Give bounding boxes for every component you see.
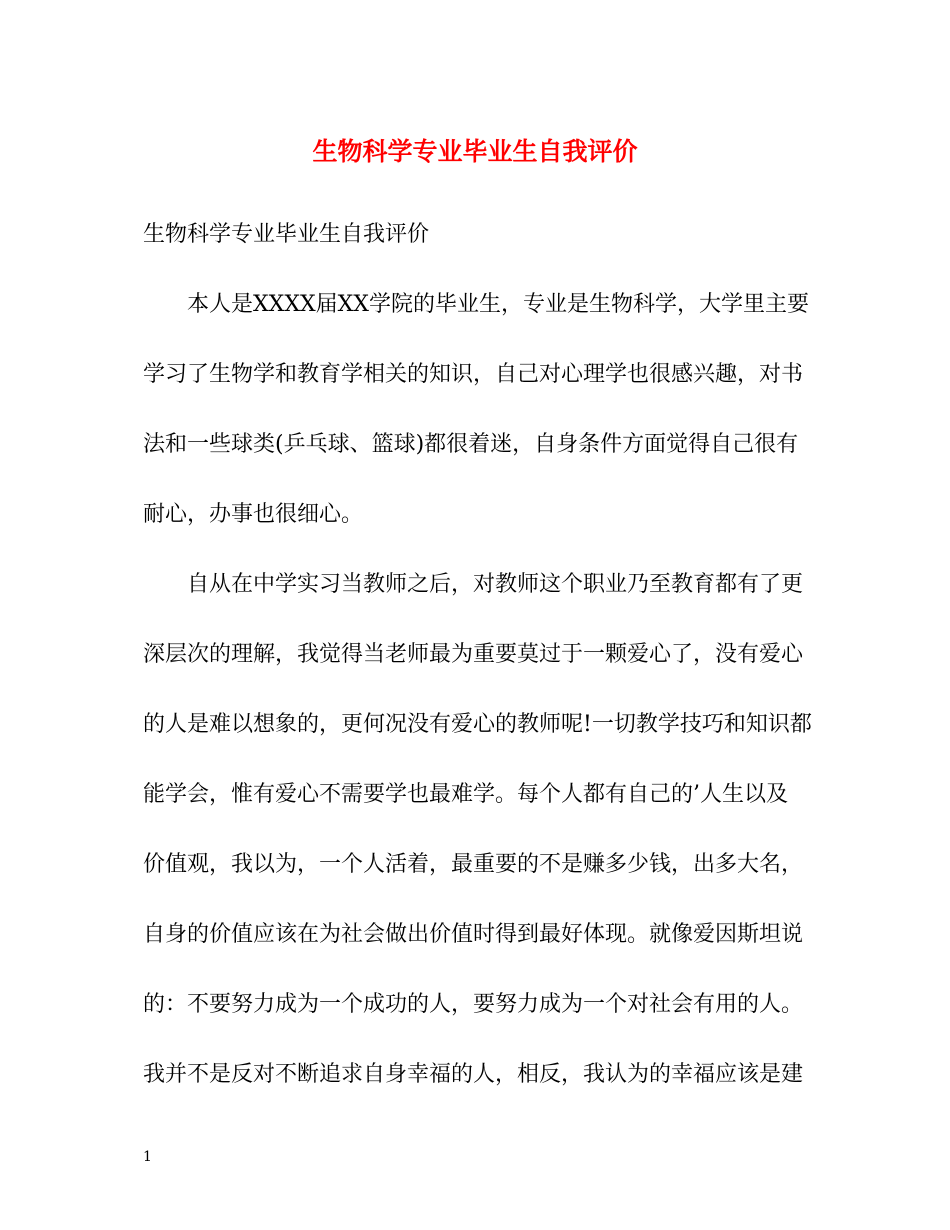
- paragraph-line: 本人是XXXX届XX学院的毕业生，专业是生物科学，大学里主要: [187, 292, 809, 317]
- paragraph-line: 深层次的理解，我觉得当老师最为重要莫过于一颗爱心了，没有爱心: [143, 642, 804, 667]
- document-title: 生物科学专业毕业生自我评价: [312, 137, 638, 166]
- paragraph-line: 自从在中学实习当教师之后，对教师这个职业乃至教育都有了更: [187, 572, 804, 597]
- paragraph-line: 我并不是反对不断追求自身幸福的人，相反，我认为的幸福应该是建: [143, 1062, 804, 1087]
- paragraph-line: 自身的价值应该在为社会做出价值时得到最好体现。就像爱因斯坦说: [143, 922, 804, 947]
- page-number: 1: [143, 1149, 152, 1165]
- paragraph-line: 法和一些球类(乒乓球、篮球)都很着迷，自身条件方面觉得自己很有: [143, 432, 799, 457]
- paragraph-line: 能学会，惟有爱心不需要学也最难学。每个人都有自己的’人生以及: [143, 782, 788, 807]
- paragraph-1: [143, 282, 811, 562]
- document-body: [143, 212, 811, 1122]
- paragraph-line: 学习了生物学和教育学相关的知识，自己对心理学也很感兴趣，对书: [143, 362, 804, 387]
- paragraph-2: [143, 562, 811, 1122]
- paragraph-line: 的人是难以想象的，更何况没有爱心的教师呢!一切教学技巧和知识都: [143, 712, 812, 737]
- document-subtitle: 生物科学专业毕业生自我评价: [143, 222, 430, 247]
- paragraph-line: 的：不要努力成为一个成功的人，要努力成为一个对社会有用的人。: [143, 992, 804, 1017]
- paragraph-line: 价值观，我以为，一个人活着，最重要的不是赚多少钱，出多大名，: [143, 852, 804, 877]
- paragraph-line: 耐心，办事也很细心。: [143, 502, 364, 527]
